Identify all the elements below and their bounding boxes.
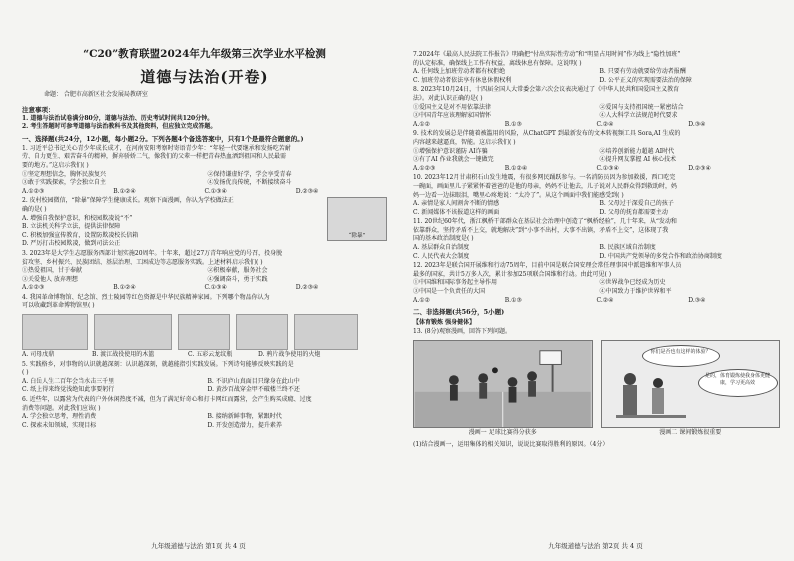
q8-option: ④人大科学立法规范时代要求: [599, 112, 678, 120]
q3-line: 贫攻坚、乡村振兴、民族团结、基层治理、工困成边等志愿服务实践。上述材料启示我们( ): [22, 258, 263, 266]
question-2: [22, 197, 387, 249]
q6-line: 消费等问题。对此我们应该( ): [22, 404, 101, 412]
question-5: [22, 361, 387, 395]
question-4: [22, 294, 387, 360]
comic-1-caption: 漫画一 足球比赛得分获多: [468, 429, 537, 437]
q3-line: 3. 2023年是大学生志愿服务西部计划实施20周年。十年来，超过27万青年响应党的号召，投身脱: [22, 249, 283, 257]
q4-image-cannon: [294, 314, 358, 350]
q10-option: C. 新闻媒体不该报道这样的画面: [413, 208, 500, 216]
q9-line: 9. 技术的发展总是伴随着被滥用的风险，从ChatGPT 到最新发布的文本转视频工具 Sora,AI 生成的: [413, 130, 681, 138]
q9-option: ②培养创新能力超越 AI时代: [599, 147, 675, 155]
q6-line: 6. 近些年，以露营为代表的户外休闲热度不减，但为了满足好奇心和打卡网红而露营，会产生购买成瘾、过度: [22, 396, 312, 404]
q9-answer: B.①②④: [504, 164, 528, 172]
q1-option: ④发扬优良传统，不断接续奋斗: [207, 179, 292, 187]
q4-option: D. 鸦片战争使用的火炮: [258, 351, 321, 359]
page-footer: 九年级道德与法治 第2页 共 4 页: [548, 542, 643, 551]
question-7: [413, 51, 780, 85]
q4-option: C. 五彩云龙纹瓶: [188, 351, 233, 359]
q7-line: 的认定标准，确保线上工作有权益，离线休息有保障。这说明( ): [413, 59, 582, 67]
q4-image-artifact: [236, 314, 288, 350]
q1-line: 1. 习近平总书记关心青少年成长成才，在河南安阳考察时寄语青少年：“年轻一代要继承和发扬吃苦耐: [22, 144, 291, 152]
q11-option: A. 基层群众自治制度: [413, 244, 470, 252]
question-1: [22, 145, 387, 197]
comic-2-bubble-2: 是的，体育锻炼使我身体更健康，学习更高效: [698, 369, 778, 397]
q2-line: 2. 皮村校园微信，“除暴”保障学生健康成长。观察下面漫画，你认为学校做法正: [22, 197, 234, 205]
q11-line: 国的基本政治制度是( ): [413, 235, 474, 243]
q8-answer: C.②④: [596, 120, 614, 128]
q3-option: ④强调奋斗，勇于实践: [207, 275, 268, 283]
q5-line: ( ): [22, 369, 29, 377]
q2-line: 确的是( ): [22, 205, 47, 213]
q12-line: 12. 2023年是联合国开展维和行动75周年，目前中国是联合国安理会常任理事国中派遣维和军事人员: [413, 262, 682, 270]
question-11: [413, 218, 780, 261]
q12-option: ④中国致力于维护世界和平: [599, 288, 672, 296]
page-footer: 九年级道德与法治 第1页 共 4 页: [151, 542, 246, 551]
q7-line: 7.2024年《最高人民法院工作报告》明确把“付出实际性劳动”和“明显占用时间”作为线上“隐性加班”: [413, 51, 681, 58]
q6-option: D. 开发创造潜力，提升素养: [207, 421, 282, 429]
q3-option: ③关爱他人 放弃理想: [22, 275, 78, 283]
comics-row: [413, 340, 780, 438]
q9-line: 内容越来越逼真，智能。这启示我们( ): [413, 138, 516, 146]
q4-option: A. 司母戊鼎: [22, 351, 55, 359]
q11-option: D. 中国共产党领导的多党合作和政治协商制度: [599, 252, 722, 260]
q4-line: 可以收藏到革命博物馆里( ): [22, 302, 95, 310]
q1-line: 劳、自力更生、艰苦奋斗的精神，摒弃骄娇二气，像我们的父辈一样把青春热血洒到祖国和人民最需: [22, 153, 287, 161]
question-3: [22, 250, 387, 293]
q9-answer: A.①②③: [413, 164, 436, 172]
q2-option: C. 积极加强宣传教育，设置防欺凌校长信箱: [22, 231, 139, 239]
comic-1-block: [413, 340, 593, 438]
q8-option: ②爱国与支持祖国统一紧密结合: [599, 103, 684, 111]
q2-image-caption: “除暴”: [348, 232, 366, 239]
q5-line: 5. 实践格乡，对事物的认识就越深刻：认识越深刻，就越能指引实践发展。下列诗句能够反映实践的是: [22, 360, 294, 368]
q12-answer: D.③④: [688, 296, 706, 304]
q3-answer: D.②③④: [295, 284, 319, 292]
q12-option: ①中国维和国际事务起主导作用: [413, 279, 498, 287]
q1-option: ③敢于实践探索，学会独立自主: [22, 179, 107, 187]
q5-option: A. 白岳人生二百年会当水击三千里: [22, 377, 115, 385]
question-9: [413, 130, 780, 173]
q8-option: ③中国青年应该理解家国情怀: [413, 112, 492, 120]
q6-option: B. 接纳新鲜事物，紧跟时代: [207, 413, 282, 421]
page-right: [397, 0, 794, 561]
author-line: 命题： 合肥市高新区社会发展局教研室: [44, 91, 148, 98]
q1-line: 要的地方。”这启示我们( ): [22, 161, 89, 169]
question-6: [22, 396, 387, 430]
q4-line: 4. 我国革命博物馆、纪念馆、烈士陵园等红色资源是中华民族精神家园。下列哪个物品你认为: [22, 293, 270, 301]
q11-option: B. 民族区域自治制度: [599, 244, 656, 252]
q8-line: 法》。对此认识正确的是( ): [413, 94, 483, 102]
q11-line: 11. 20世纪60年代，浙江枫桥干部群众在基层社会治理中创造了“枫桥经验”，几十年来，从“发动和: [413, 218, 677, 226]
q9-answer: D.②③④: [688, 164, 711, 172]
comic-1-image: [413, 340, 593, 428]
q1-answer: A.①②③: [22, 187, 45, 195]
q12-answer: B.①③: [504, 296, 522, 304]
q10-option: A. 亲情是家人间割舍不断的情感: [413, 200, 500, 208]
q7-option: A. 任何线上加班劳动者都有权拒绝: [413, 68, 506, 76]
q8-option: ①爱国主义是对不用依靠法律: [413, 103, 492, 111]
q12-line: 最多的国家，共计5万多人次，累计参加25项联合国维和行动。由此可见( ): [413, 270, 612, 278]
q10-line: 妈一边看一边抹眼泪，嘴里心疼地说：“太冷了”。从这个画面中我们能感受到( ): [413, 191, 624, 199]
question-8: [413, 86, 780, 129]
q2-option: D. 严厉打击校园欺凌，做到司法公正: [22, 240, 121, 248]
q10-option: D. 父母的抚育都需要主动: [599, 208, 668, 216]
q8-answer: B.①③: [504, 120, 522, 128]
q1-answer: B.①②④: [113, 187, 136, 195]
q7-option: C. 加班劳动者依法享有休息休假权利: [413, 76, 512, 84]
q2-cartoon-image: [327, 197, 387, 241]
q12-answer: A.①②: [413, 296, 430, 304]
q6-option: C. 探索未知领域，实现目标: [22, 421, 97, 429]
q11-option: C. 人民代表大会制度: [413, 252, 470, 260]
teacher-student-illustration: [610, 371, 690, 427]
comic-2-image: [601, 340, 781, 428]
q1-answer: D.②③④: [295, 187, 319, 195]
notice-1: 1. 道德与法治试卷满分80分，道德与法治、历史考试时间共120分钟。: [22, 114, 214, 122]
q1-answer: C.①③④: [204, 187, 227, 195]
q9-answer: C.①③④: [596, 164, 619, 172]
q3-option: ②积极奉献，服务社会: [207, 267, 268, 275]
q4-image-bronze-ding: [22, 314, 88, 350]
section-1-heading: 一、选择题(共24分，12小题，每小题2分。下列各题4个备选答案中，只有1个是最符合题意的。): [22, 134, 304, 143]
q5-option: B. 不识庐山真面目只缘身在此山中: [207, 377, 300, 385]
q11-line: 依靠群众，坚持矛盾不上交，就地解决”到“小事不出村，大事不出镇，矛盾不上交”，这体现了我: [413, 226, 669, 234]
q8-answer: A.①②: [413, 120, 430, 128]
q5-option: D. 黄沙百战穿金甲不破楼兰终不还: [207, 386, 300, 394]
subject-title: 道德与法治(开卷): [140, 68, 269, 86]
question-13: 13. (8分)观察漫画，回答下列问题。: [413, 327, 511, 335]
q12-answer: C.②④: [596, 296, 614, 304]
question-13-part-1: (1)结合漫画一，运用集体的相关知识，说说比赛取得胜利的原因。（4分）: [413, 441, 609, 448]
q7-option: D. 公平正义的实现需要法治的保障: [599, 76, 692, 84]
q5-option: C. 纸上得来终觉浅绝知此事要躬行: [22, 386, 115, 394]
comic-2-caption: 漫画二 课间锻炼很重要: [659, 429, 722, 437]
q10-line: 一碗面，画面里儿子紧紧怀着爸爸的是他的母亲，妈妈不让他去，儿子说对人民群众得到救助时，妈: [413, 182, 678, 190]
q8-answer: D.③④: [688, 120, 706, 128]
notice-2: 2. 考生答题时可参考道德与法治教科书及其他资料，但应独立完成答题。: [22, 123, 217, 131]
comic-2-block: [601, 340, 781, 438]
q3-answer: C.①③④: [204, 284, 227, 292]
q12-option: ③中国是一个负责任的大国: [413, 288, 486, 296]
q8-line: 8. 2023年10月24日，十四届全国人大常委会第六次会议表决通过了《中华人民共和国爱国主义教育: [413, 86, 680, 94]
theme-tag: 【体育锻炼 强身健体】: [413, 319, 476, 327]
exam-header: “C20”教育联盟2024年九年级第三次学业水平检测: [83, 48, 326, 60]
q6-option: A. 学会独立思考，理性消费: [22, 413, 97, 421]
q9-option: ③有了AI 作业我就会一键做完: [413, 156, 494, 164]
q3-option: ①热爱祖国，甘于奉献: [22, 267, 83, 275]
q12-option: ②世界战争已经成为历史: [599, 279, 666, 287]
basketball-scene-illustration: [414, 341, 592, 427]
q2-option: A. 增强自我保护意识，和校园欺凌说“不”: [22, 214, 133, 222]
q4-option: B. 渡江战役使用的木篮: [92, 351, 155, 359]
q2-option: B. 立法机关科学立法，提供法律保障: [22, 223, 121, 231]
q9-option: ④提升网友掌握 AI 核心技术: [599, 156, 677, 164]
notice-heading: 注意事项：: [22, 105, 55, 114]
comic-2-bubble-1: 你们是否也有这样的体验？: [642, 345, 720, 367]
question-12: [413, 262, 780, 305]
q1-option: ②保持谦虚好学，学会享受青春: [207, 170, 292, 178]
q4-image-wooden-boat: [94, 314, 172, 350]
q3-answer: A.①②③: [22, 284, 45, 292]
q3-answer: B.①②④: [113, 284, 136, 292]
q4-image-vase: [178, 314, 230, 350]
q1-option: ①坚定理想信念，胸怀民族复兴: [22, 170, 107, 178]
q7-option: B. 只要有劳动就要给劳动者报酬: [599, 68, 686, 76]
question-10: [413, 174, 780, 217]
q10-line: 10. 2023年12月甘肃积石山发生地震，有很多网民踊跃参与。一名消防员因为参加救援，西口吃完: [413, 174, 676, 182]
q10-option: B. 父母过于深爱自己的孩子: [599, 200, 674, 208]
section-2-heading: 二、非选择题(共56分，5小题): [413, 308, 505, 317]
q9-option: ①增强保护意识谨防 AI诈骗: [413, 147, 488, 155]
